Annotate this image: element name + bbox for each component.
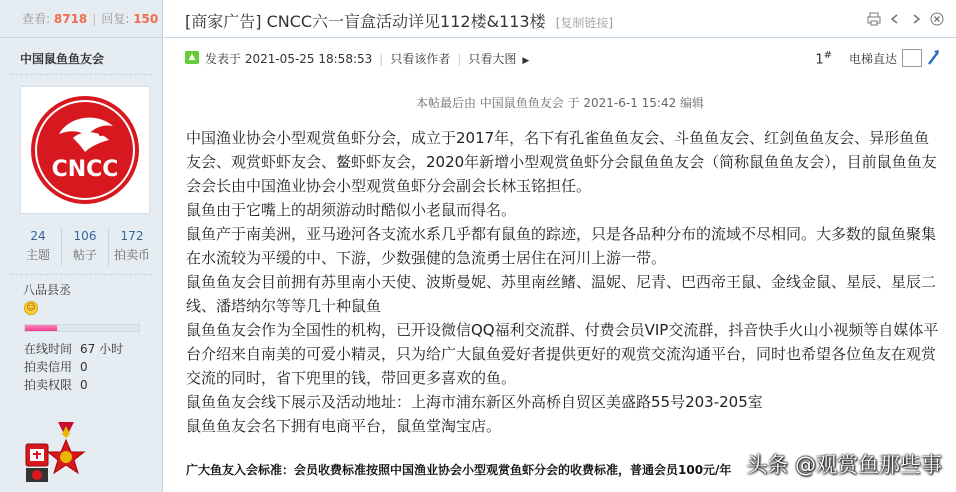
star-medal-icon <box>48 422 84 473</box>
thread-title <box>185 9 613 32</box>
stat-label: 帖子 <box>72 248 97 262</box>
user-rank: 八品县丞 <box>23 283 72 297</box>
post-time: 发表于 2021-05-25 18:58:53 <box>205 52 373 66</box>
medals[interactable] <box>24 418 104 492</box>
stat-value: 106 <box>73 229 97 243</box>
views-count: 8718 <box>53 12 88 26</box>
divider <box>10 274 152 275</box>
logo-text: CNCC <box>51 157 119 182</box>
post-paragraph: 鼠鱼鱼友会线下展示及活动地址：上海市浦东新区外高桥自贸区美盛路55号203-205室 <box>186 393 763 411</box>
post-paragraph: 鼠鱼鱼友会作为全国性的机构，已开设微信QQ福利交流群、付费会员VIP交流群，抖音快手火山小视频等自媒体平台介绍来自南美的可爱小精灵，只为给广大鼠鱼爱好者提供更好的观赏交流沟通平台，同时也希望各位鱼友在观赏交流的同时，省下兜里的钱，带回更多喜欢的鱼。 <box>186 321 939 387</box>
post-paragraph: 中国渔业协会小型观赏鱼虾分会，成立于2017年，名下有孔雀鱼鱼友会、斗鱼鱼友会、红剑鱼鱼友会、异形鱼鱼友会、观赏虾虾友会、鳌虾虾友会，2020年新增小型观赏鱼虾分会鼠鱼鱼友会（简称鼠鱼鱼友会），目前鼠鱼鱼友会会长由中国渔业协会小型观赏鱼虾分会副会长林玉铭担任。 <box>186 129 937 195</box>
only-author-link[interactable]: 只看该作者 <box>390 52 451 66</box>
info-row <box>24 340 123 358</box>
avatar[interactable] <box>20 86 150 214</box>
last-edited-note: 本帖最后由 中国鼠鱼鱼友会 于 2021-6-1 15:42 编辑 <box>415 96 705 110</box>
medal-badge-icon <box>26 444 48 482</box>
print-icon[interactable] <box>867 12 881 26</box>
author-name[interactable]: 中国鼠鱼鱼友会 <box>20 52 105 66</box>
next-thread-icon[interactable] <box>909 12 923 26</box>
membership-rules: 广大鱼友入会标准：会员收费标准按照中国渔业协会小型观赏鱼虾分会的收费标准，普通会员100元/年 <box>186 463 732 477</box>
author-info <box>24 340 123 394</box>
floor-suffix: # <box>823 50 832 61</box>
prev-thread-icon[interactable] <box>888 12 902 26</box>
author-sidebar <box>0 38 163 492</box>
cncc-logo <box>29 94 141 206</box>
info-row <box>24 358 123 376</box>
post-content <box>186 126 942 438</box>
floor-number[interactable] <box>815 50 832 67</box>
post-paragraph: 鼠鱼鱼友会目前拥有苏里南小天使、波斯曼妮、苏里南丝鳍、温妮、尼青、巴西帝王鼠、金线金鼠、星辰、星辰二线、潘塔纳尔等等几十种鼠鱼 <box>186 273 937 315</box>
info-label: 拍卖信用 <box>24 360 73 374</box>
stat-value: 172 <box>120 229 144 243</box>
info-value: 0 <box>80 378 88 392</box>
smiley-icon: ☺ <box>24 301 38 315</box>
stat-topics[interactable] <box>15 228 62 266</box>
elevator-label: 电梯直达 <box>848 52 897 66</box>
post-meta: 发表于 2021-05-25 18:58:53 | 只看该作者 | 只看大图 ▶ <box>205 52 530 66</box>
floor-value: 1 <box>815 52 824 68</box>
thread-header <box>164 0 956 38</box>
stat-label: 主题 <box>25 248 50 262</box>
info-label: 拍卖权限 <box>24 378 73 392</box>
info-label: 在线时间 <box>24 342 73 356</box>
rank-progress-bar <box>24 324 140 332</box>
author-stats <box>15 228 155 266</box>
divider <box>10 74 152 75</box>
stat-posts[interactable] <box>62 228 109 266</box>
elevator-go-icon[interactable] <box>926 47 942 67</box>
chevron-right-icon: ▶ <box>522 56 530 66</box>
stat-auction-coins[interactable] <box>109 228 155 266</box>
replies-label: 回复: <box>101 12 130 26</box>
post-meta-bar <box>164 38 956 76</box>
close-icon[interactable] <box>930 12 944 26</box>
post-paragraph: 鼠鱼产于南美洲，亚马逊河各支流水系几乎都有鼠鱼的踪迹，只是各品种分布的流域不尽相同。大多数的鼠鱼聚集在水流较为平缓的中、下游，少数强健的急流勇士居住在河川上游一带。 <box>186 225 937 267</box>
replies-count: 150 <box>133 12 159 26</box>
stat-value: 24 <box>30 229 46 243</box>
watermark: 头条 @观赏鱼那些事 <box>746 453 942 477</box>
big-image-link[interactable]: 只看大图 <box>468 52 517 66</box>
thread-stats: 查看: 8718 | 回复: 150 <box>0 0 163 38</box>
thread-title-text: [商家广告] CNCC六一盲盒活动详见112楼&113楼 <box>185 12 546 31</box>
post-paragraph: 鼠鱼鱼友会名下拥有电商平台，鼠鱼堂淘宝店。 <box>186 417 502 435</box>
info-row <box>24 376 123 394</box>
info-value: 0 <box>80 360 88 374</box>
online-status-icon: ▲ <box>185 51 199 64</box>
thread-tools <box>867 12 944 26</box>
info-value: 67 小时 <box>80 342 124 356</box>
views-label: 查看: <box>22 12 51 26</box>
stat-label: 拍卖币 <box>113 248 150 262</box>
elevator-input[interactable] <box>902 49 922 67</box>
post-paragraph: 鼠鱼由于它嘴上的胡须游动时酷似小老鼠而得名。 <box>186 201 517 219</box>
copy-link-button[interactable]: [复制链接] <box>555 16 614 30</box>
